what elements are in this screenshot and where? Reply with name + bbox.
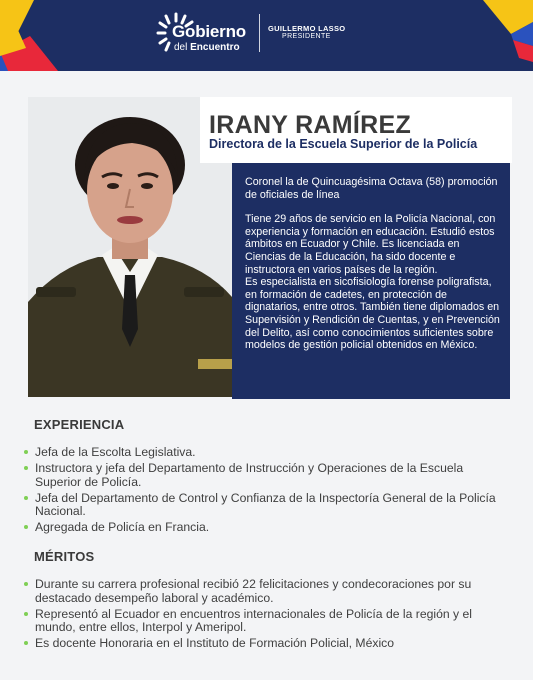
bullet-icon [24,466,28,470]
bio-panel [232,163,510,399]
meritos-list [24,578,504,653]
president-name: GUILLERMO LASSO [268,24,346,33]
bullet-icon [24,612,28,616]
name-card [200,97,512,163]
bullet-icon [24,525,28,529]
list-item: Es docente Honoraria en el Instituto de Formación Policial, México [24,637,504,651]
list-item: Jefa del Departamento de Control y Confianza de la Inspectoría General de la Policía Nacional. [24,492,504,519]
list-item: Representó al Ecuador en encuentros internacionales de Policía de la región y el mundo, entre ellos, Interpol y Ameripol. [24,608,504,635]
flag-shape-left-icon [0,0,70,71]
logo-text-encuentro: del Encuentro [174,42,240,53]
list-item: Jefa de la Escolta Legislativa. [24,446,504,460]
bullet-icon [24,496,28,500]
bio-paragraph-service: Tiene 29 años de servicio en la Policía Nacional, con experiencia y formación en educación. Estudió estos ámbitos en Ecuador y Chile. Es licenciada en Ciencias de la Educación, ha sido docente e instructora en varios países de la región. [245,213,496,276]
list-item: Durante su carrera profesional recibió 22 felicitaciones y condecoraciones por su destacado desempeño laboral y académico. [24,578,504,605]
gobierno-logo [152,9,262,61]
meritos-heading: MÉRITOS [34,549,95,564]
logo-text-gobierno: Gobierno [172,22,246,41]
bio-paragraph-rank: Coronel la de Quincuagésima Octava (58) promoción de oficiales de línea [245,176,498,201]
bio-paragraph-specialties: Es especialista en sicofisiología forense poligrafista, en formación de cadetes, en protección de dignatarios, entre otros. También tiene diplomados en Supervisión y Rendición de Cuentas, y en Prevención del Delito, así como conocimientos suficientes sobre modelos de gestión policial obtenidos en México. [245,276,500,352]
person-name: IRANY RAMÍREZ [209,111,412,139]
header-divider [259,14,260,52]
person-position: Directora de la Escuela Superior de la Policía [209,137,478,151]
experiencia-heading: EXPERIENCIA [34,417,125,432]
list-item: Instructora y jefa del Departamento de Instrucción y Operaciones de la Escuela Superior de Policía. [24,462,504,489]
list-item: Agregada de Policía en Francia. [24,521,504,535]
bullet-icon [24,450,28,454]
experiencia-list [24,446,504,537]
bullet-icon [24,582,28,586]
bullet-icon [24,641,28,645]
flag-shape-right-icon [463,0,533,71]
president-title: PRESIDENTE [282,33,331,40]
header-bar [0,0,533,71]
